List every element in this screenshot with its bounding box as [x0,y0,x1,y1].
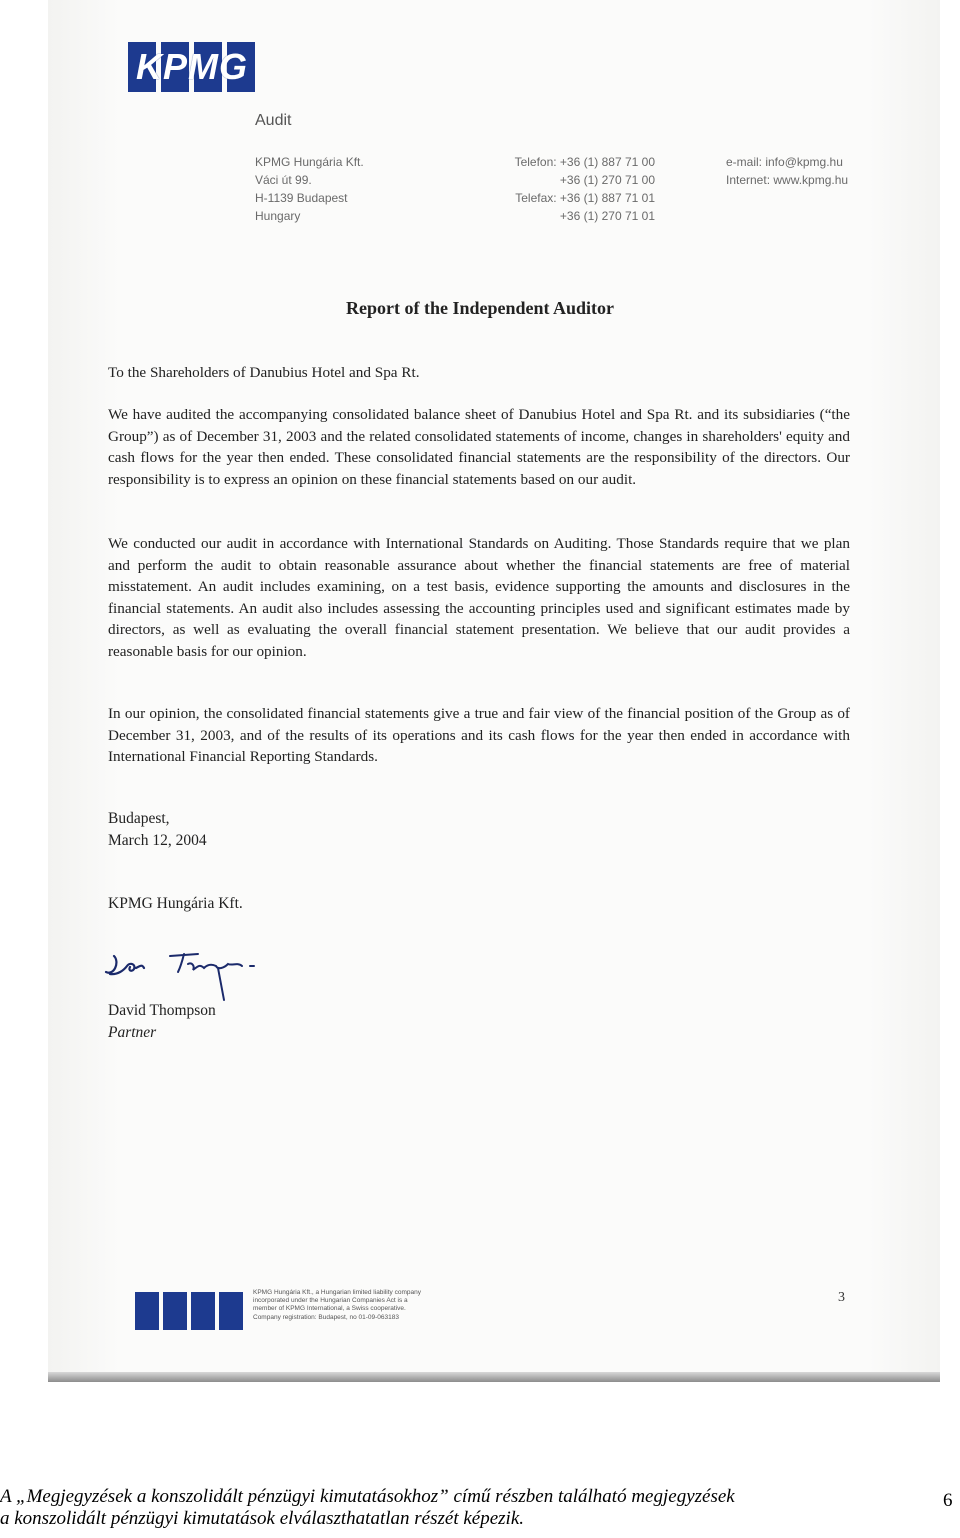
signature-image [100,942,270,1004]
date: March 12, 2004 [108,832,207,849]
footer-logo [135,1292,245,1330]
document-caption [0,1486,920,1530]
logo-text: KPMG [136,46,248,87]
report-title: Report of the Independent Auditor [345,298,614,318]
phone-numbers: Telefon: +36 (1) 887 71 00 +36 (1) 270 71 00 Telefax: +36 (1) 887 71 01 +36 (1) 270 71 01 [514,155,655,223]
signatory-name: David Thompson [108,1002,216,1019]
document-page-number: 6 [943,1490,953,1511]
department-label: Audit [255,112,292,129]
paragraph-scope: We have audited the accompanying consolidated balance sheet of Danubius Hotel and Spa Rt. and its subsidiaries (“the Group”) as of December 31, 2003 and the related consolidated statements of income, changes in shareholders' equity and cash flows for the year then ended. These consolidated financial statements are the responsibility of the directors. Our responsibility is to express an opinion on these financial statements based on our audit. [108,406,850,488]
place: Budapest, [108,810,170,827]
postal-address: KPMG Hungária Kft. Váci út 99. H-1139 Budapest Hungary [255,155,364,223]
paragraph-basis: We conducted our audit in accordance with International Standards on Auditing. Those Standards require that we plan and perform the audit to obtain reasonable assurance about whether the financial statements are free of material misstatement. An audit includes examining, on a test basis, evidence supporting the amounts and disclosures in the financial statements. An audit also includes assessing the accounting principles used and significant estimates made by directors, as well as evaluating the overall financial statement presentation. We believe that our audit provides a reasonable basis for our opinion. [108,535,850,660]
caption-line-1: A „Megjegyzések a konszolidált pénzügyi kimutatásokhoz” című részben található megjegyzések [0,1486,735,1507]
contact-info: e-mail: info@kpmg.hu Internet: www.kpmg.hu [726,155,849,187]
signatory-title: Partner [108,1024,157,1041]
scanned-letter [48,0,940,1382]
footer-legal-text: KPMG Hungária Kft., a Hungarian limited liability company incorporated under the Hungarian Companies Act is a member of KPMG International, a Swiss cooperative. Company registration: Budapest, no 01-09-063183 [253,1289,421,1321]
kpmg-logo [128,42,256,92]
addressee: To the Shareholders of Danubius Hotel and Spa Rt. [108,364,420,381]
letter-page-number: 3 [838,1290,845,1305]
scan-edge [48,1372,940,1382]
caption-line-2: a konszolidált pénzügyi kimutatások elválaszthatatlan részét képezik. [0,1508,525,1529]
paragraph-opinion: In our opinion, the consolidated financial statements give a true and fair view of the financial position of the Group as of December 31, 2003, and of the results of its operations and its cash flows for the year then ended in accordance with International Financial Reporting Standards. [108,705,850,765]
firm-name: KPMG Hungária Kft. [108,895,243,912]
